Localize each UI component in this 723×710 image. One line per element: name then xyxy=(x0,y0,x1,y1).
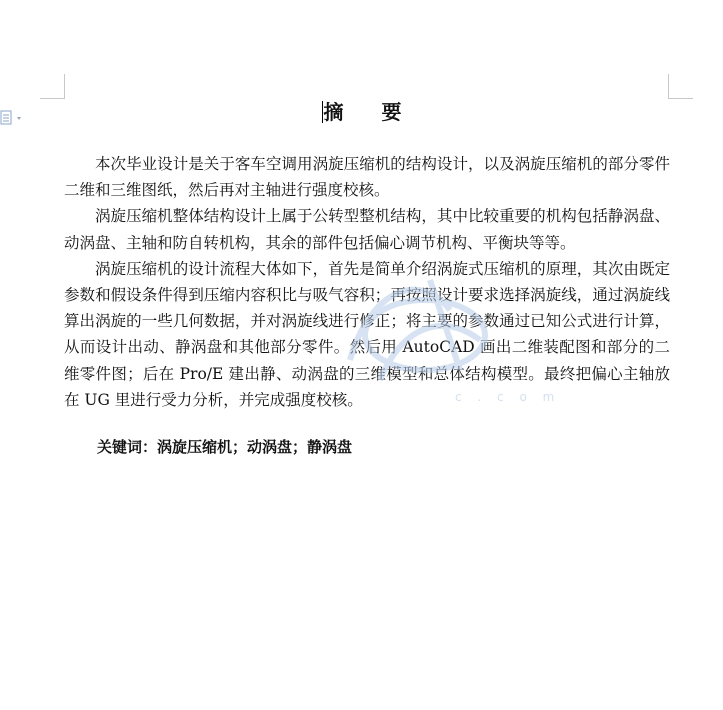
text-cursor xyxy=(322,101,323,123)
abstract-paragraph-3: 涡旋压缩机的设计流程大体如下，首先是简单介绍涡旋式压缩机的原理，其次由既定参数和假设条件得到压缩内容积比与吸气容积；再按照设计要求选择涡旋线，通过涡旋线算出涡旋的一些几何数据，并对涡旋线进行修正；将主要的参数通过已知公式进行计算，从而设计出动、静涡盘和其他部分零件。然后用 AutoCAD 画出二维装配图和部分的二维零件图；后在 Pro/E 建出静、动涡盘的三维模型和总体结构模型。最终把偏心主轴放在 UG 里进行受力分析，并完成强度校核。 xyxy=(64,259,670,409)
watermark-text: c . c o m xyxy=(455,390,561,404)
title-char-2: 要 xyxy=(381,100,402,124)
abstract-body xyxy=(64,151,670,413)
keywords-line: 关键词：涡旋压缩机；动涡盘；静涡盘 xyxy=(97,438,353,456)
title-char-1: 摘 xyxy=(323,100,344,124)
abstract-title xyxy=(0,96,723,125)
abstract-paragraph-1: 本次毕业设计是关于客车空调用涡旋压缩机的结构设计，以及涡旋压缩机的部分零件二维和三维图纸，然后再对主轴进行强度校核。 xyxy=(64,155,670,200)
abstract-paragraph-2: 涡旋压缩机整体结构设计上属于公转型整机结构，其中比较重要的机构包括静涡盘、动涡盘、主轴和防自转机构，其余的部件包括偏心调节机构、平衡块等等。 xyxy=(64,207,670,252)
